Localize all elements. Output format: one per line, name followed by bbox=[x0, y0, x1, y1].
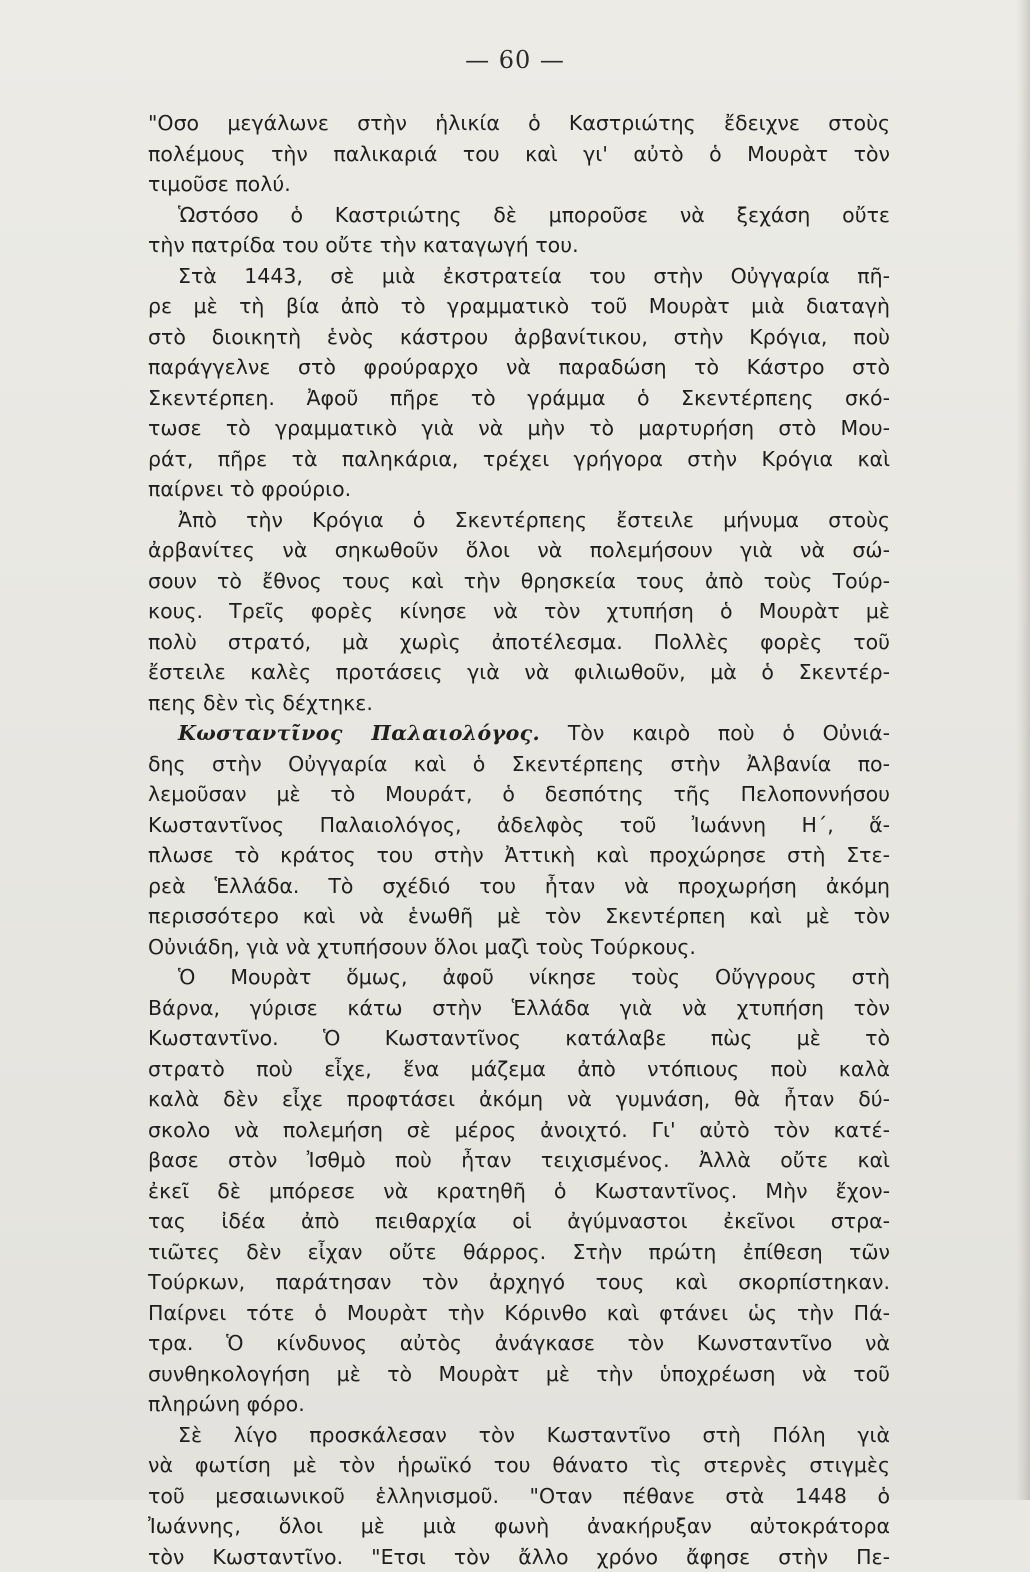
line-text: πλωσε τὸ κράτος του στὴν Ἀττικὴ καὶ προχώρησε στὴ Στε- bbox=[148, 843, 890, 867]
text-line bbox=[148, 810, 890, 841]
line-text: περισσότερο καὶ νὰ ἑνωθῆ μὲ τὸν Σκεντέρπεη καὶ μὲ τὸν bbox=[148, 904, 890, 928]
line-text: Στὰ 1443, σὲ μιὰ ἐκστρατεία του στὴν Οὐγγαρία πῆ- bbox=[178, 264, 890, 288]
line-text: Οὐνιάδη, γιὰ νὰ χτυπήσουν ὅλοι μαζὶ τοὺς Τούρκους. bbox=[148, 935, 696, 959]
line-text: τὴν πατρίδα του οὔτε τὴν καταγωγή του. bbox=[148, 233, 579, 257]
line-text: τοῦ μεσαιωνικοῦ ἑλληνισμοῦ. "Οταν πέθανε στὰ 1448 ὁ bbox=[148, 1484, 890, 1508]
text-line bbox=[148, 139, 890, 170]
line-text: πολέμους τὴν παλικαριά του καὶ γι' αὐτὸ ὁ Μουρὰτ τὸν bbox=[148, 142, 890, 166]
line-text: πληρώνη φόρο. bbox=[148, 1392, 305, 1416]
text-line bbox=[148, 688, 890, 719]
text-line bbox=[148, 505, 890, 536]
line-text: τὸν Κωσταντῖνο. "Ετσι τὸν ἄλλο χρόνο ἄφησε στὴν Πε- bbox=[148, 1545, 890, 1569]
text-line bbox=[148, 1054, 890, 1085]
line-text: "Οσο μεγάλωνε στὴν ἡλικία ὁ Καστριώτης ἔδειχνε στοὺς bbox=[148, 111, 890, 135]
line-text: Τὸν καιρὸ ποὺ ὁ Οὐνιά- bbox=[568, 721, 890, 745]
text-line bbox=[148, 1206, 890, 1237]
line-text: καλὰ δὲν εἶχε προφτάσει ἀκόμη νὰ γυμνάση, θὰ ἦταν δύ- bbox=[148, 1087, 890, 1111]
text-line bbox=[148, 871, 890, 902]
text-line bbox=[148, 413, 890, 444]
text-line bbox=[148, 322, 890, 353]
text-line bbox=[148, 718, 890, 749]
text-line bbox=[148, 1237, 890, 1268]
line-text: βασε στὸν Ἰσθμὸ ποὺ ἦταν τειχισμένος. Ἀλλὰ οὔτε καὶ bbox=[148, 1148, 890, 1172]
line-text: στὸ διοικητὴ ἑνὸς κάστρου ἀρβανίτικου, στὴν Κρόγια, ποὺ bbox=[148, 325, 890, 349]
line-text: δης στὴν Οὐγγαρία καὶ ὁ Σκεντέρπεης στὴν Ἀλβανία πο- bbox=[148, 752, 890, 776]
text-line bbox=[148, 1389, 890, 1420]
text-line bbox=[148, 566, 890, 597]
text-line bbox=[148, 230, 890, 261]
text-line bbox=[148, 657, 890, 688]
text-line bbox=[148, 200, 890, 231]
line-text: Ὡστόσο ὁ Καστριώτης δὲ μποροῦσε νὰ ξεχάση οὔτε bbox=[178, 203, 890, 227]
text-line bbox=[148, 840, 890, 871]
line-text: ἀρβανίτες νὰ σηκωθοῦν ὅλοι νὰ πολεμήσουν γιὰ νὰ σώ- bbox=[148, 538, 890, 562]
text-line bbox=[148, 1542, 890, 1572]
line-text: Κωσταντῖνο. Ὁ Κωσταντῖνος κατάλαβε πὼς μὲ τὸ bbox=[148, 1026, 890, 1050]
page-edge-shadow bbox=[1016, 0, 1030, 1500]
line-text: ράτ, πῆρε τὰ παληκάρια, τρέχει γρήγορα στὴν Κρόγια καὶ bbox=[148, 447, 890, 471]
text-line bbox=[148, 1298, 890, 1329]
text-line bbox=[148, 291, 890, 322]
text-line bbox=[148, 1115, 890, 1146]
text-line bbox=[148, 474, 890, 505]
line-text: παίρνει τὸ φρούριο. bbox=[148, 477, 351, 501]
line-text: Ἰωάννης, ὅλοι μὲ μιὰ φωνὴ ἀνακήρυξαν αὐτοκράτορα bbox=[148, 1514, 890, 1538]
line-text: κους. Τρεῖς φορὲς κίνησε νὰ τὸν χτυπήση ὁ Μουρὰτ μὲ bbox=[148, 599, 890, 623]
line-text: τιῶτες δὲν εἶχαν οὔτε θάρρος. Στὴν πρώτη ἐπίθεση τῶν bbox=[148, 1240, 890, 1264]
text-line bbox=[148, 261, 890, 292]
text-line bbox=[148, 352, 890, 383]
text-line bbox=[148, 1420, 890, 1451]
text-line bbox=[148, 1267, 890, 1298]
line-text: ἐκεῖ δὲ μπόρεσε νὰ κρατηθῆ ὁ Κωσταντῖνος. Μὴν ἔχον- bbox=[148, 1179, 890, 1203]
line-text: Σὲ λίγο προσκάλεσαν τὸν Κωσταντῖνο στὴ Πόλη γιὰ bbox=[178, 1423, 890, 1447]
page-number: — 60 — bbox=[0, 46, 1030, 74]
text-line bbox=[148, 779, 890, 810]
text-line bbox=[148, 596, 890, 627]
text-line bbox=[148, 932, 890, 963]
text-line bbox=[148, 383, 890, 414]
text-line bbox=[148, 1145, 890, 1176]
line-text: ρε μὲ τὴ βία ἀπὸ τὸ γραμματικὸ τοῦ Μουρὰτ μιὰ διαταγὴ bbox=[148, 294, 890, 318]
line-text: Ἀπὸ τὴν Κρόγια ὁ Σκεντέρπεης ἔστειλε μήνυμα στοὺς bbox=[178, 508, 890, 532]
line-text: σκολο νὰ πολεμήση σὲ μέρος ἀνοιχτό. Γι' αὐτὸ τὸν κατέ- bbox=[148, 1118, 890, 1142]
line-text: τας ἰδέα ἀπὸ πειθαρχία οἱ ἀγύμναστοι ἐκεῖνοι στρα- bbox=[148, 1209, 890, 1233]
text-line bbox=[148, 1511, 890, 1542]
text-line bbox=[148, 627, 890, 658]
line-text: σουν τὸ ἔθνος τους καὶ τὴν θρησκεία τους ἀπὸ τοὺς Τούρ- bbox=[148, 569, 890, 593]
line-text: τωσε τὸ γραμματικὸ γιὰ νὰ μὴν τὸ μαρτυρήση στὸ Μου- bbox=[148, 416, 890, 440]
text-line bbox=[148, 962, 890, 993]
line-text: Ὁ Μουρὰτ ὅμως, ἀφοῦ νίκησε τοὺς Οὔγγρους στὴ bbox=[178, 965, 890, 989]
section-heading: Κωσταντῖνος Παλαιολόγος. bbox=[178, 721, 540, 745]
text-line bbox=[148, 108, 890, 139]
text-line bbox=[148, 1328, 890, 1359]
text-line bbox=[148, 1023, 890, 1054]
text-line bbox=[148, 1176, 890, 1207]
text-line bbox=[148, 749, 890, 780]
line-text: τρα. Ὁ κίνδυνος αὐτὸς ἀνάγκασε τὸν Κωνσταντῖνο νὰ bbox=[148, 1331, 890, 1355]
text-line bbox=[148, 1359, 890, 1390]
text-line bbox=[148, 1481, 890, 1512]
text-line bbox=[148, 901, 890, 932]
text-line bbox=[148, 1084, 890, 1115]
line-text: Τούρκων, παράτησαν τὸν ἀρχηγό τους καὶ σκορπίστηκαν. bbox=[148, 1270, 890, 1294]
line-text: Κωσταντῖνος Παλαιολόγος, ἀδελφὸς τοῦ Ἰωάννη Η΄, ἅ- bbox=[148, 813, 890, 837]
line-text: νὰ φωτίση μὲ τὸν ἡρωϊκό του θάνατο τὶς στερνὲς στιγμὲς bbox=[148, 1453, 890, 1477]
line-text: λεμοῦσαν μὲ τὸ Μουράτ, ὁ δεσπότης τῆς Πελοποννήσου bbox=[148, 782, 890, 806]
line-text: πεης δὲν τὶς δέχτηκε. bbox=[148, 691, 373, 715]
line-text: Σκεντέρπεη. Ἀφοῦ πῆρε τὸ γράμμα ὁ Σκεντέρπεης σκό- bbox=[148, 386, 890, 410]
line-text: Βάρνα, γύρισε κάτω στὴν Ἑλλάδα γιὰ νὰ χτυπήση τὸν bbox=[148, 996, 890, 1020]
line-text: παράγγελνε στὸ φρούραρχο νὰ παραδώση τὸ Κάστρο στὸ bbox=[148, 355, 890, 379]
body-text bbox=[148, 108, 890, 1572]
line-text: ρεὰ Ἑλλάδα. Τὸ σχέδιό του ἦταν νὰ προχωρήση ἀκόμη bbox=[148, 874, 890, 898]
line-text: συνθηκολογήση μὲ τὸ Μουρὰτ μὲ τὴν ὑποχρέωση νὰ τοῦ bbox=[148, 1362, 890, 1386]
text-line bbox=[148, 993, 890, 1024]
text-line bbox=[148, 1450, 890, 1481]
text-line bbox=[148, 535, 890, 566]
text-line bbox=[148, 169, 890, 200]
line-text: τιμοῦσε πολύ. bbox=[148, 172, 291, 196]
text-line bbox=[148, 444, 890, 475]
line-text: πολὺ στρατό, μὰ χωρὶς ἀποτέλεσμα. Πολλὲς φορὲς τοῦ bbox=[148, 630, 890, 654]
line-text: στρατὸ ποὺ εἶχε, ἕνα μάζεμα ἀπὸ ντόπιους ποὺ καλὰ bbox=[148, 1057, 890, 1081]
line-text: Παίρνει τότε ὁ Μουρὰτ τὴν Κόρινθο καὶ φτάνει ὡς τὴν Πά- bbox=[148, 1301, 890, 1325]
line-text: ἔστειλε καλὲς προτάσεις γιὰ νὰ φιλιωθοῦν, μὰ ὁ Σκεντέρ- bbox=[148, 660, 890, 684]
